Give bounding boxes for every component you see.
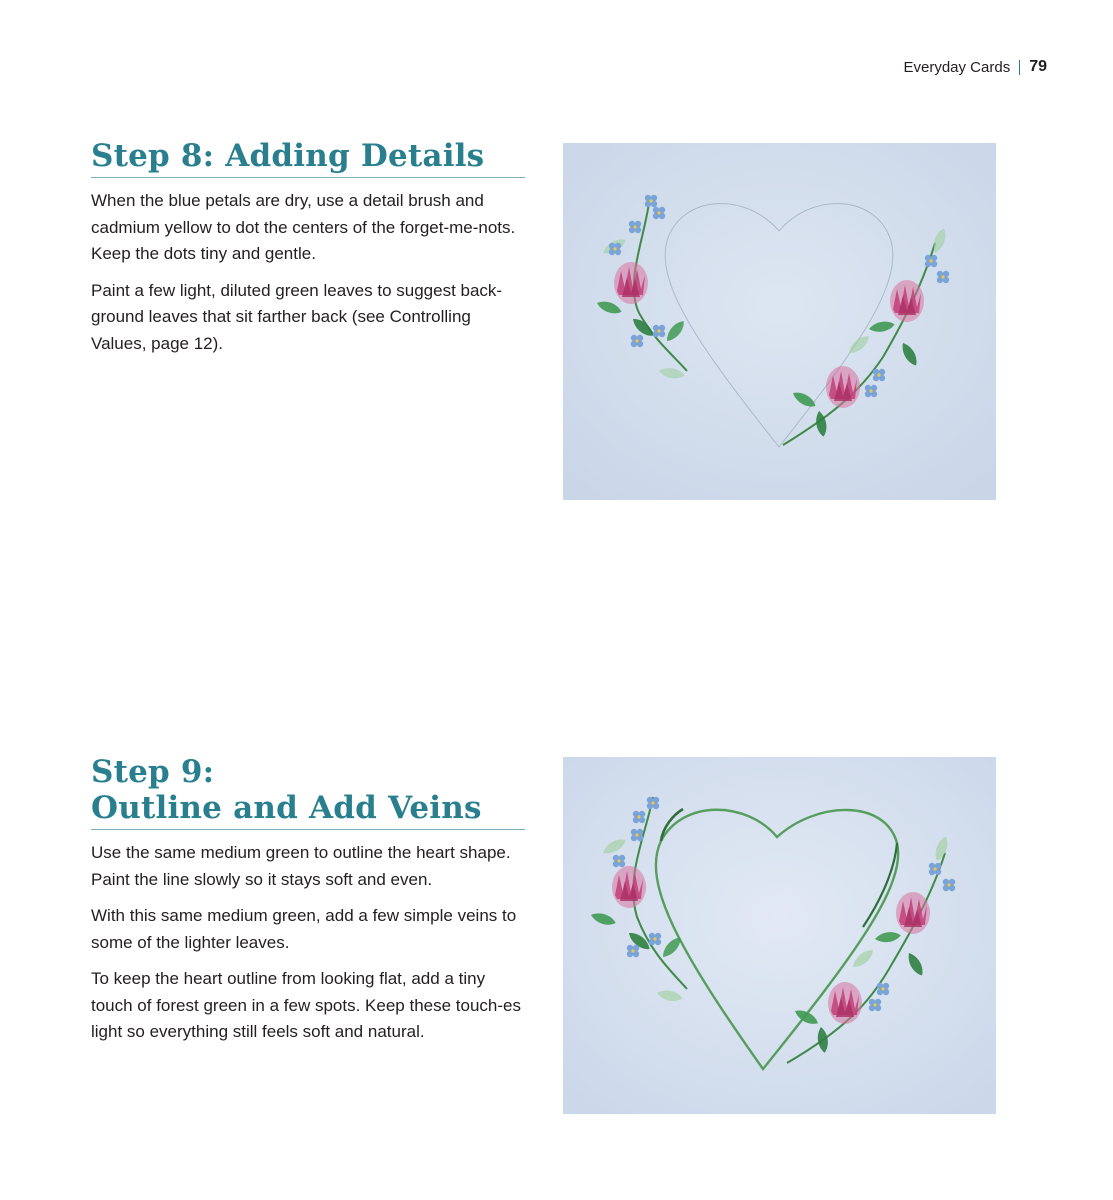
step-9-paragraph-1: Use the same medium green to outline the heart shape. Paint the line slowly so it stays soft and even. [91, 843, 511, 889]
step-9-section [91, 754, 525, 1046]
step-9-title [91, 754, 525, 830]
step-9-paragraph-3: To keep the heart outline from looking flat, add a tiny touch of forest green in a few spots. Keep these touch-es light so everything still feels soft and natural. [91, 969, 521, 1041]
step-9-title-line-1: Step 9: [91, 754, 215, 790]
step-8-paragraph-1: When the blue petals are dry, use a detail brush and cadmium yellow to dot the centers of the forget-me-nots. Keep the dots tiny and gentle. [91, 191, 516, 263]
watercolor-heart-partial-icon [563, 143, 996, 500]
step-8-section [91, 138, 525, 357]
step-9-title-line-2: Outline and Add Veins [91, 790, 482, 826]
step-8-paragraph-2: Paint a few light, diluted green leaves to suggest back-ground leaves that sit farther back (see Controlling Values, page 12). [91, 280, 503, 353]
step-9-paragraph-2: With this same medium green, add a few simple veins to some of the lighter leaves. [91, 906, 517, 952]
watercolor-heart-outlined-icon [563, 757, 996, 1114]
step-8-photo [563, 143, 996, 500]
step-8-title: Step 8: Adding Details [91, 138, 525, 178]
header-divider [1019, 60, 1020, 75]
running-header [903, 58, 1047, 76]
step-9-photo [563, 757, 996, 1114]
section-title: Everyday Cards [903, 58, 1011, 76]
page-number: 79 [1029, 58, 1047, 75]
